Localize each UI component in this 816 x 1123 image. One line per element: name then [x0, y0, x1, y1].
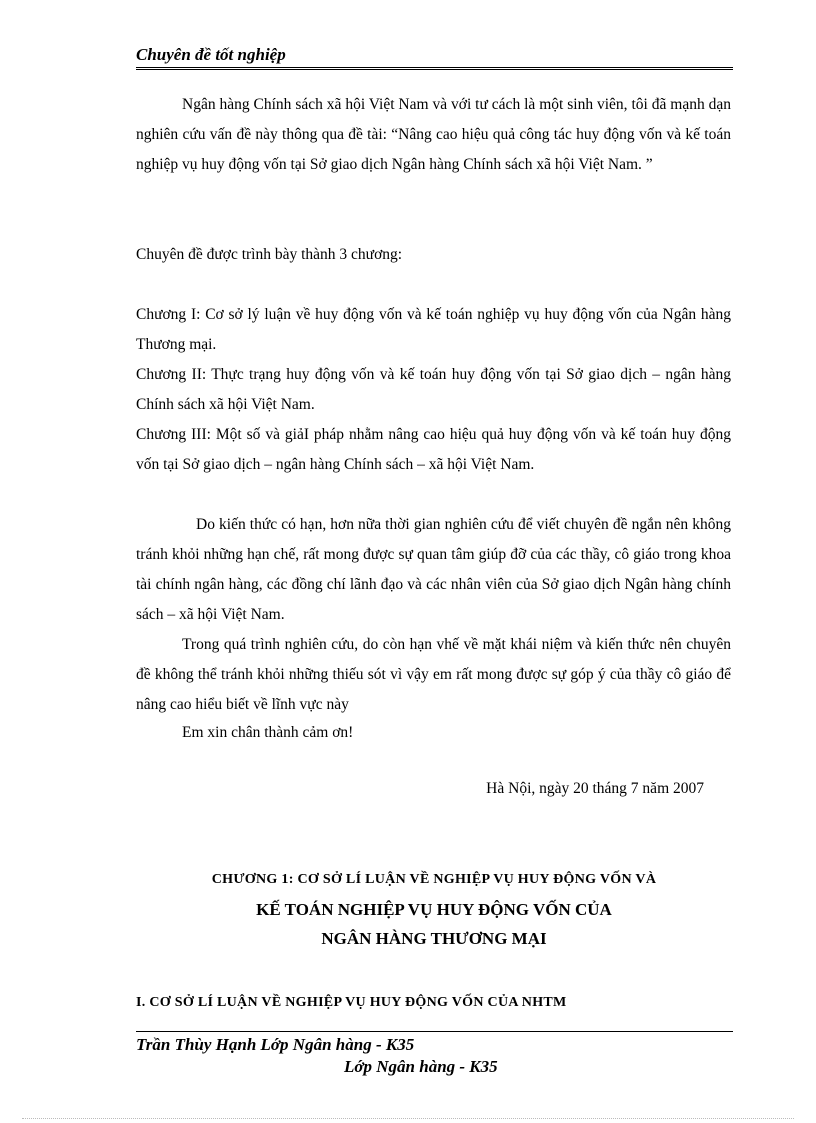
- footer-class-line: Lớp Ngân hàng - K35: [344, 1057, 498, 1076]
- thanks-line: Em xin chân thành cảm ơn!: [182, 724, 354, 741]
- chapter-item-2: Chương II: Thực trạng huy động vốn và kế toán huy động vốn tại Sở giao dịch – ngân hàng Chính sách xã hội Việt Nam.: [136, 366, 731, 413]
- feedback-paragraph: Trong quá trình nghiên cứu, do còn hạn vhế về mặt khái niệm và kiến thức nên chuyên đề không thể tránh khỏi những thiếu sót vì vậy em rất mong được sự góp ý của thầy cô giáo để nâng cao hiểu biết về lĩnh vực này: [136, 636, 731, 713]
- page-bottom-divider: [22, 1118, 794, 1119]
- structure-line: Chuyên đề được trình bày thành 3 chương:: [136, 246, 403, 263]
- footer-author-line: Trần Thùy Hạnh Lớp Ngân hàng - K35: [136, 1035, 415, 1054]
- header-rule: [136, 67, 733, 70]
- limits-paragraph: Do kiến thức có hạn, hơn nữa thời gian nghiên cứu để viết chuyên đề ngắn nên không tránh khỏi những hạn chế, rất mong được sự quan tâm giúp đỡ của các thầy, cô giáo trong khoa tài chính ngân hàng, các đồng chí lãnh đạo và các nhân viên của Sở giao dịch Ngân hàng chính sách – xã hội Việt Nam.: [136, 516, 731, 623]
- chapter-heading-line3: NGÂN HÀNG THƯƠNG MẠI: [321, 929, 547, 948]
- page-header-title: Chuyên đề tốt nghiệp: [136, 45, 286, 64]
- chapter-heading-line1: CHƯƠNG 1: CƠ SỞ LÍ LUẬN VỀ NGHIỆP VỤ HUY ĐỘNG VỐN VÀ: [211, 872, 657, 887]
- date-line: Hà Nội, ngày 20 tháng 7 năm 2007: [486, 780, 704, 797]
- chapter-heading-line2: KẾ TOÁN NGHIỆP VỤ HUY ĐỘNG VỐN CỦA: [256, 900, 612, 919]
- footer-rule: [136, 1031, 733, 1032]
- chapter-item-1: Chương I: Cơ sở lý luận về huy động vốn và kế toán nghiệp vụ huy động vốn của Ngân hàng Thương mại.: [136, 306, 731, 353]
- section-heading: I. CƠ SỞ LÍ LUẬN VỀ NGHIỆP VỤ HUY ĐỘNG VỐN CỦA NHTM: [136, 995, 567, 1010]
- chapter-item-3: Chương III: Một số và giảI pháp nhằm nâng cao hiệu quả huy động vốn và kế toán huy động vốn tại Sở giao dịch – ngân hàng Chính sách – xã hội Việt Nam.: [136, 426, 731, 473]
- chapter-list: [136, 300, 731, 480]
- intro-paragraph: Ngân hàng Chính sách xã hội Việt Nam và với tư cách là một sinh viên, tôi đã mạnh dạn nghiên cứu vấn đề này thông qua đề tài: “Nâng cao hiệu quả công tác huy động vốn và kế toán nghiệp vụ huy động vốn tại Sở giao dịch Ngân hàng Chính sách xã hội Việt Nam. ”: [136, 96, 731, 173]
